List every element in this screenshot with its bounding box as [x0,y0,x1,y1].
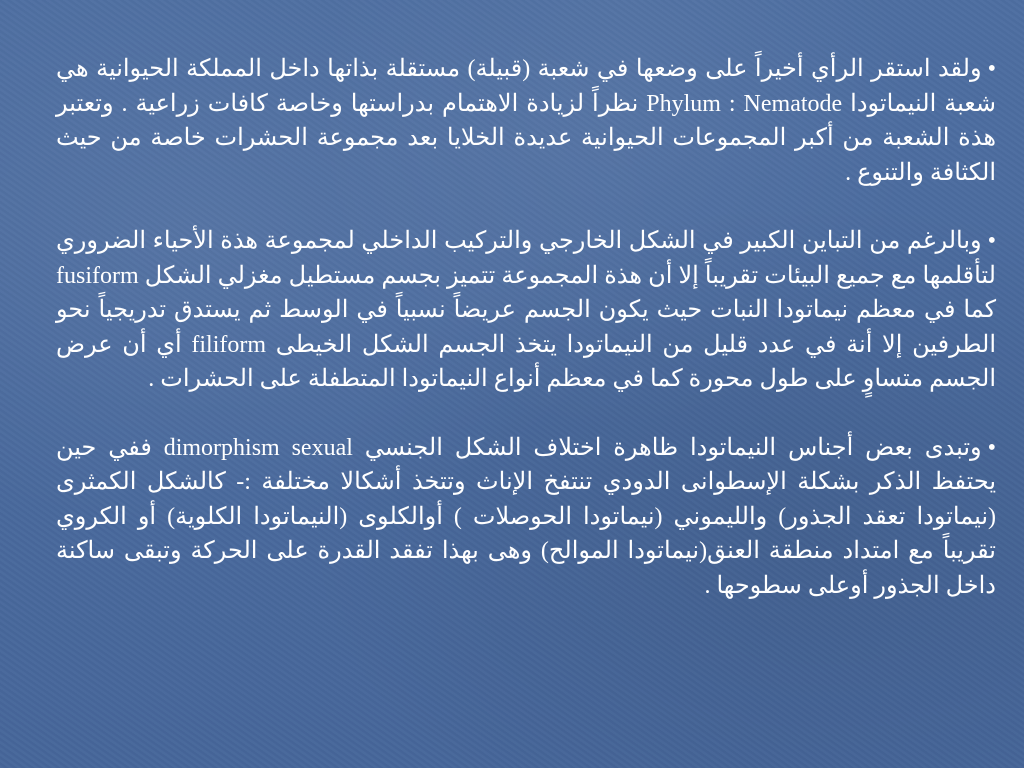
bullet-icon: • [987,434,996,461]
slide-body [56,52,996,603]
paragraph-3-text-b: ففي حين يحتفظ الذكر بشكلة الإسطوانى الدودي تنتفخ الإناث وتتخذ أشكالا مختلفة :- كالشكل الكمثرى (نيماتودا تعقد الجذور) والليموني (نيماتودا الحوصلات ) أوالكلوى (النيماتودا الكلوية) أو الكروي تقريباً مع امتداد منطقة العنق(نيماتودا الموالح) وهى بهذا تفقد القدرة على الحركة وتبقى ساكنة داخل الجذور أوعلى سطوحها . [56,434,996,599]
paragraph-2-text-c: أي أن عرض الجسم متساوٍ على طول محورة كما في معظم أنواع النيماتودا المتطفلة على الحشرات . [56,331,996,392]
paragraph-3 [56,431,996,604]
bullet-icon: • [987,56,996,82]
term-phylum-nematode: Phylum : Nematode [646,90,843,117]
paragraph-3-text-a: وتبدى بعض أجناس النيماتودا ظاهرة اختلاف الشكل الجنسي [352,434,982,461]
paragraph-2 [56,224,996,397]
paragraph-1 [56,52,996,190]
bullet-icon: • [987,228,996,254]
term-fusiform: fusiform [56,262,139,289]
term-filiform: filiform [191,331,267,358]
paragraph-2-text-b: كما في معظم نيماتودا النبات حيث يكون الجسم عريضاً نسبياً في الوسط ثم يستدق تدريجياً نحو الطرفين إلا أنة في عدد قليل من النيماتودا يتخذ الجسم الشكل الخيطى [56,297,996,358]
paragraph-1-text-b: نظراً لزيادة الاهتمام بدراستها وخاصة كافات زراعية . وتعتبر هذة الشعبة من أكبر المجموعات الحيوانية عديدة الخلايا بعد مجموعة الحشرات خاصة من حيث الكثافة والتنوع . [56,90,996,186]
paragraph-1-text-a: ولقد استقر الرأي أخيراً على وضعها في شعبة (قبيلة) مستقلة بذاتها داخل المملكة الحيوانية هي شعبة النيماتودا [56,56,996,117]
term-sexual-dimorphism: dimorphism sexual [163,434,353,461]
paragraph-2-text-a: وبالرغم من التباين الكبير في الشكل الخارجي والتركيب الداخلي لمجموعة هذة الأحياء الضروري لتأقلمها مع جميع البيئات تقريباً إلا أن هذة المجموعة تتميز بجسم مستطيل مغزلي الشكل [56,228,996,289]
